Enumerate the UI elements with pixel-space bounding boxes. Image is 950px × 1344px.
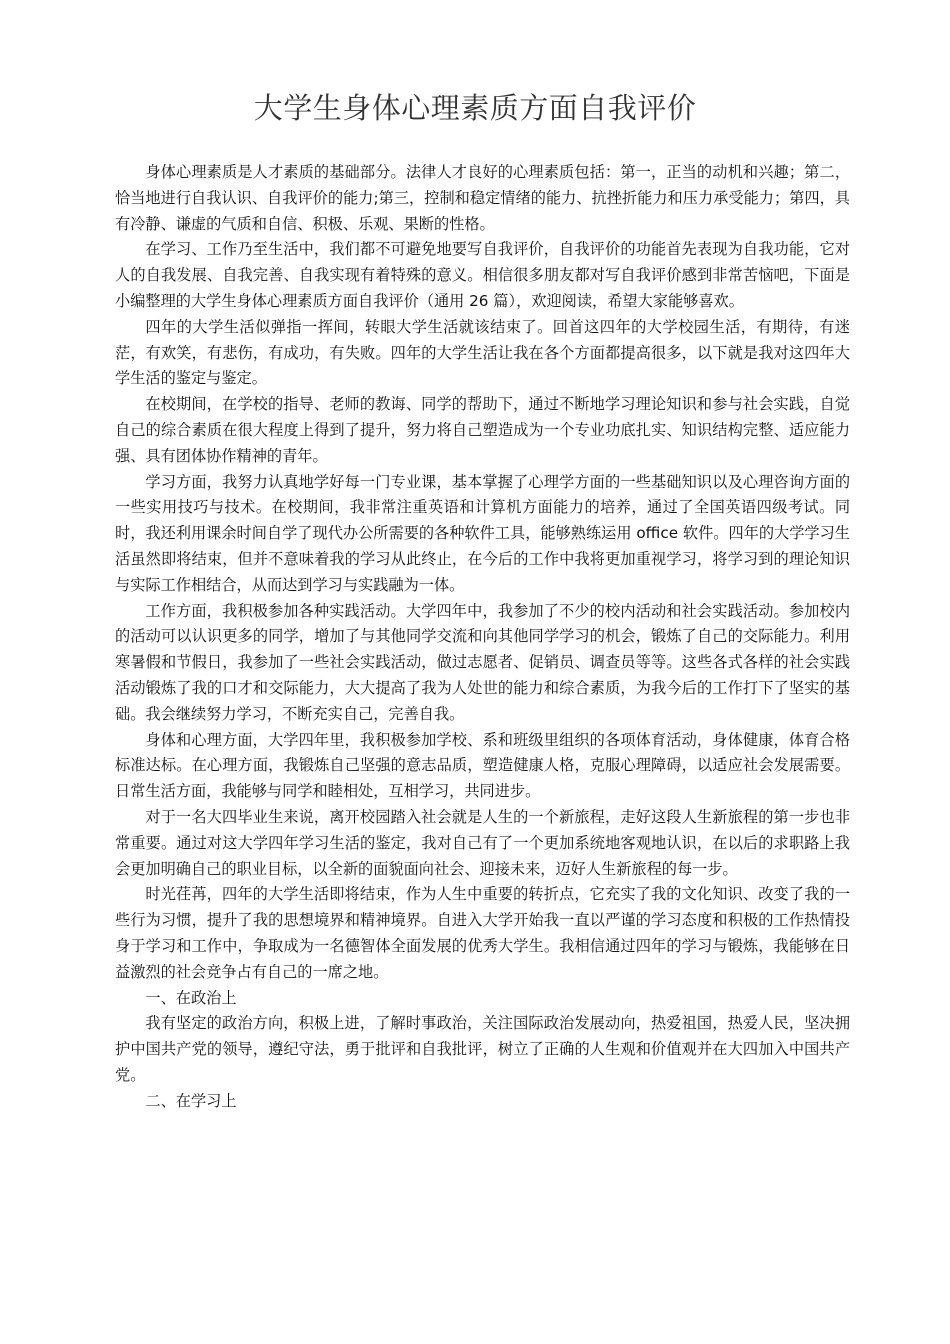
paragraph-overview: 四年的大学生活似弹指一挥间，转眼大学生活就该结束了。回首这四年的大学校园生活，有期待，有迷茫，有欢笑，有悲伤，有成功，有失败。四年的大学生活让我在各个方面都提高很多，以下就是我对这四年大学生活的鉴定与鉴定。 (115, 317, 850, 388)
document-body (115, 160, 850, 1114)
paragraph-politics: 我有坚定的政治方向，积极上进，了解时事政治，关注国际政治发展动向，热爱祖国，热爱人民，坚决拥护中国共产党的领导，遵纪守法，勇于批评和自我批评，树立了正确的人生观和价值观并在大四加入中国共产党。 (115, 1014, 850, 1084)
section-heading-study: 二、在学习上 (145, 1091, 237, 1110)
paragraph-intro: 身体心理素质是人才素质的基础部分。法律人才良好的心理素质包括：第一，正当的动机和兴趣；第二，恰当地进行自我认识、自我评价的能力;第三，控制和稳定情绪的能力、抗挫折能力和压力承受能力；第四，具有冷静、谦虚的气质和自信、积极、乐观、果断的性格。 (115, 163, 850, 233)
paragraph-work: 工作方面，我积极参加各种实践活动。大学四年中，我参加了不少的校内活动和社会实践活动。参加校内的活动可以认识更多的同学，增加了与其他同学交流和向其他同学学习的机会，锻炼了自己的交际能力。利用寒暑假和节假日，我参加了一些社会实践活动，做过志愿者、促销员、调查员等等。这些各式各样的社会实践活动锻炼了我的口才和交际能力，大大提高了我为人处世的能力和综合素质，为我今后的工作打下了坚实的基础。我会继续努力学习，不断充实自己，完善自我。 (115, 601, 850, 723)
paragraph-time: 时光荏苒，四年的大学生活即将结束，作为人生中重要的转折点，它充实了我的文化知识、改变了我的一些行为习惯，提升了我的思想境界和精神境界。自进入大学开始我一直以严谨的学习态度和积极的工作热情投身于学习和工作中，争取成为一名德智体全面发展的优秀大学生。我相信通过四年的学习与锻炼，我能够在日益激烈的社会竞争占有自己的一席之地。 (115, 885, 850, 981)
paragraph-preface: 在学习、工作乃至生活中，我们都不可避免地要写自我评价，自我评价的功能首先表现为自我功能，它对人的自我发展、自我完善、自我实现有着特殊的意义。相信很多朋友都对写自我评价感到非常苦恼吧，下面是小编整理的大学生身体心理素质方面自我评价（通用 26 篇），欢迎阅读，希望大家能够喜欢。 (115, 240, 850, 310)
document-title: 大学生身体心理素质方面自我评价 (253, 91, 697, 125)
section-heading-politics: 一、在政治上 (145, 988, 237, 1007)
paragraph-graduate: 对于一名大四毕业生来说，离开校园踏入社会就是人生的一个新旅程，走好这段人生新旅程的第一步也非常重要。通过对这大学四年学习生活的鉴定，我对自己有了一个更加系统地客观地认识，在以后的求职路上我会更加明确自己的职业目标，以全新的面貌面向社会、迎接未来，迈好人生新旅程的每一步。 (115, 807, 850, 878)
paragraph-study: 学习方面，我努力认真地学好每一门专业课，基本掌握了心理学方面的一些基础知识以及心理咨询方面的一些实用技巧与技术。在校期间，我非常注重英语和计算机方面能力的培养，通过了全国英语四级考试。同时，我还利用课余时间自学了现代办公所需要的各种软件工具，能够熟练运用 office 软件。四年的大学学习生活虽然即将结束，但并不意味着我的学习从此终止，在今后的工作中我将更加重视学习，将学习到的理论知识与实际工作相结合，从而达到学习与实践融为一体。 (115, 472, 850, 594)
paragraph-body-mind: 身体和心理方面，大学四年里，我积极参加学校、系和班级里组织的各项体育活动，身体健康，体育合格标准达标。在心理方面，我锻炼自己坚强的意志品质，塑造健康人格，克服心理障碍，以适应社会发展需要。日常生活方面，我能够与同学和睦相处，互相学习，共同进步。 (115, 730, 850, 801)
paragraph-school-period: 在校期间，在学校的指导、老师的教诲、同学的帮助下，通过不断地学习理论知识和参与社会实践，自觉自己的综合素质在很大程度上得到了提升，努力将自己塑造成为一个专业功底扎实、知识结构完整、适应能力强、具有团体协作精神的青年。 (115, 395, 850, 465)
